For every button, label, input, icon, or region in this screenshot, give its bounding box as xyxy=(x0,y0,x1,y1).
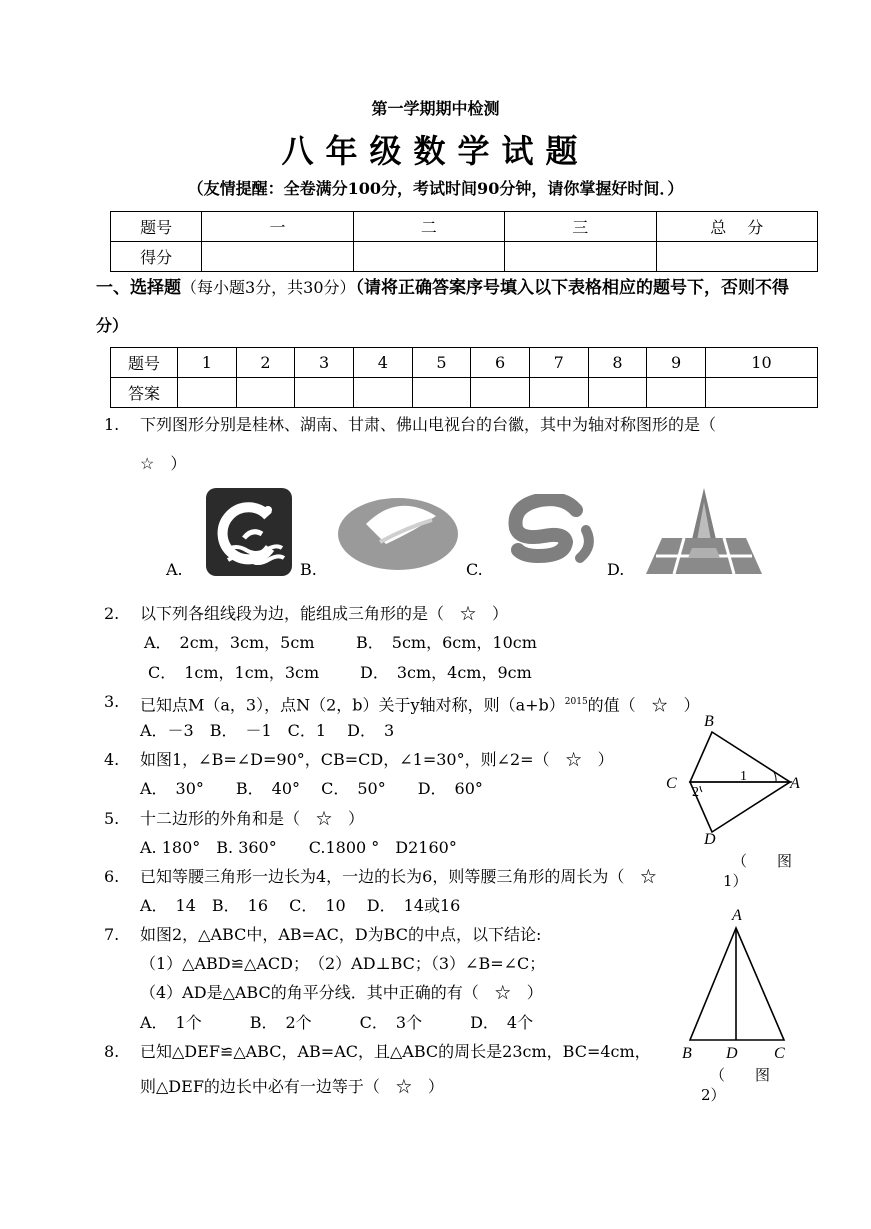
fig1-label-d: D xyxy=(704,831,716,848)
q8-text: 已知△DEF≌△ABC，AB=AC，且△ABC的周长是23cm，BC=4cm， xyxy=(140,1042,651,1061)
answer-entry-cell[interactable] xyxy=(529,378,588,408)
q5-options: A. 180° B. 360° C.1800 ° D2160° xyxy=(140,838,457,857)
exam-title: 八年级数学试题 xyxy=(281,132,590,170)
q1-text: 下列图形分别是桂林、湖南、甘肃、佛山电视台的台徽，其中为轴对称图形的是（ xyxy=(140,415,717,434)
gansu-tv-logo xyxy=(504,494,598,572)
q2-number: 2. xyxy=(104,604,120,623)
answer-table-header-row xyxy=(111,348,818,378)
answer-entry-cell[interactable] xyxy=(178,378,237,408)
section1-instruction: （请将正确答案序号填入以下表格相应的题号下，否则不得 xyxy=(355,278,790,298)
section1-heading xyxy=(96,278,789,298)
q2-text: 以下列各组线段为边，能组成三角形的是（ ☆ ） xyxy=(140,604,509,623)
fig2-label-d: D xyxy=(726,1045,738,1062)
q5-number: 5. xyxy=(104,809,120,828)
q1-text-cont: ☆ ） xyxy=(140,454,187,473)
fig1-label-a: A xyxy=(790,775,800,792)
answer-entry-cell[interactable] xyxy=(353,378,412,408)
q2-option-a: A． 2cm，3cm，5cm xyxy=(144,633,315,652)
score-entry-cell[interactable] xyxy=(505,242,656,272)
q3-exponent: 2015 xyxy=(564,697,588,707)
score-cell: 一 xyxy=(202,212,353,242)
score-cell: 三 xyxy=(505,212,656,242)
section1-points: （每小题3分，共30分） xyxy=(181,278,356,297)
answer-number-cell: 10 xyxy=(705,348,817,378)
q7-line3: （4）AD是△ABC的角平分线．其中正确的有（ ☆ ） xyxy=(140,983,543,1002)
score-cell: 二 xyxy=(353,212,504,242)
fig1-angle-1: 1 xyxy=(740,769,747,784)
q3-options: A．－3 B． －1 C．1 D． 3 xyxy=(140,721,395,740)
score-table-score-row xyxy=(111,242,818,272)
fig1-label-b: B xyxy=(704,713,714,730)
score-cell: 总 分 xyxy=(656,212,817,242)
answer-entry-cell[interactable] xyxy=(705,378,817,408)
answer-number-cell: 8 xyxy=(588,348,647,378)
q8-line2: 则△DEF的边长中必有一边等于（ ☆ ） xyxy=(140,1077,444,1096)
fig2-label-b: B xyxy=(682,1045,692,1062)
answer-number-cell: 3 xyxy=(295,348,354,378)
q3-number: 3. xyxy=(104,692,120,711)
q4-number: 4. xyxy=(104,750,120,769)
figure-2-caption: （ 图 xyxy=(710,1066,771,1084)
answer-number-cell: 7 xyxy=(529,348,588,378)
score-entry-cell[interactable] xyxy=(202,242,353,272)
exam-subtitle: 第一学期期中检测 xyxy=(371,99,500,118)
answer-entry-cell[interactable] xyxy=(471,378,530,408)
answer-entry-cell[interactable] xyxy=(412,378,471,408)
score-label-cell: 得分 xyxy=(111,242,202,272)
fig1-angle-2: 2 xyxy=(692,785,699,800)
answer-entry-cell[interactable] xyxy=(647,378,706,408)
q1-number: 1. xyxy=(104,415,120,434)
q1-option-b-label: B. xyxy=(300,560,317,579)
section1-title: 一、选择题 xyxy=(96,278,181,298)
q3-text-b: 的值（ ☆ ） xyxy=(587,695,700,715)
answer-table xyxy=(110,347,818,408)
q2-option-c: C． 1cm，1cm，3cm xyxy=(148,663,320,682)
q1-option-c-label: C. xyxy=(466,560,483,579)
q6-text: 已知等腰三角形一边长为4，一边的长为6，则等腰三角形的周长为（ ☆ xyxy=(140,867,657,886)
answer-number-cell: 6 xyxy=(471,348,530,378)
q1-option-a-label: A. xyxy=(166,560,183,579)
q8-number: 8. xyxy=(104,1042,120,1061)
answer-number-cell: 5 xyxy=(412,348,471,378)
answer-entry-cell[interactable] xyxy=(236,378,295,408)
q7-line2: （1）△ABD≌△ACD； （2）AD⊥BC；（3）∠B=∠C； xyxy=(140,954,546,973)
q1-option-d-label: D. xyxy=(607,560,625,579)
foshan-tv-logo xyxy=(644,488,764,576)
figure-1-caption-cont: 1） xyxy=(723,872,748,890)
figure-1-caption: （ 图 xyxy=(732,852,793,870)
q2-option-d: D． 3cm，4cm，9cm xyxy=(360,663,532,682)
answer-number-cell: 4 xyxy=(353,348,412,378)
hunan-tv-logo xyxy=(336,494,460,574)
q5-text: 十二边形的外角和是（ ☆ ） xyxy=(140,809,365,828)
fig2-label-a: A xyxy=(732,907,742,924)
q3-text-a: 已知点M（a，3），点N（2，b）关于y轴对称，则（a+b） xyxy=(140,695,565,715)
figure-2-diagram xyxy=(678,902,798,1064)
q6-options: A． 14 B． 16 C． 10 D． 14或16 xyxy=(140,896,461,915)
score-table-header-row xyxy=(111,212,818,242)
q4-options: A． 30° B． 40° C． 50° D． 60° xyxy=(140,779,483,798)
answer-row-label: 答案 xyxy=(111,378,178,408)
score-cell: 题号 xyxy=(111,212,202,242)
guilin-tv-logo xyxy=(206,488,292,576)
answer-number-cell: 2 xyxy=(236,348,295,378)
score-entry-cell[interactable] xyxy=(353,242,504,272)
fig1-label-c: C xyxy=(666,775,677,792)
answer-header-label: 题号 xyxy=(111,348,178,378)
answer-number-cell: 1 xyxy=(178,348,237,378)
section1-instruction-cont: 分） xyxy=(96,316,129,335)
q3-text xyxy=(140,692,700,715)
q7-options: A． 1个 B． 2个 C． 3个 D． 4个 xyxy=(140,1013,534,1032)
answer-entry-cell[interactable] xyxy=(295,378,354,408)
answer-table-answer-row xyxy=(111,378,818,408)
score-entry-cell[interactable] xyxy=(656,242,817,272)
answer-entry-cell[interactable] xyxy=(588,378,647,408)
q4-text: 如图1，∠B=∠D=90°，CB=CD，∠1=30°，则∠2=（ ☆ ） xyxy=(140,750,614,769)
q6-number: 6. xyxy=(104,867,120,886)
score-table xyxy=(110,211,818,272)
figure-2-caption-cont: 2） xyxy=(701,1086,726,1104)
exam-notice: （友情提醒：全卷满分100分，考试时间90分钟，请你掌握好时间．） xyxy=(187,179,684,198)
q7-text: 如图2，△ABC中，AB=AC，D为BC的中点，以下结论: xyxy=(140,925,542,944)
figure-1-diagram xyxy=(660,710,810,850)
q2-option-b: B． 5cm，6cm，10cm xyxy=(356,633,537,652)
fig2-label-c: C xyxy=(774,1045,785,1062)
answer-number-cell: 9 xyxy=(647,348,706,378)
q7-number: 7. xyxy=(104,925,120,944)
